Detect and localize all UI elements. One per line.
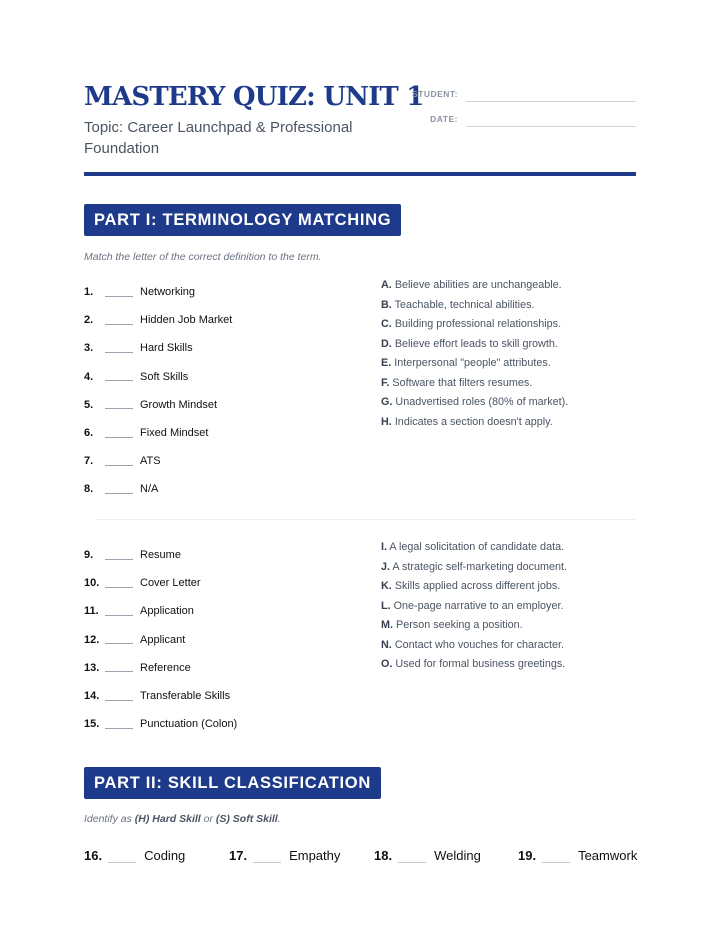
answer-blank[interactable] — [105, 635, 133, 644]
answer-blank[interactable] — [398, 848, 426, 863]
term-number: 15. — [84, 718, 100, 731]
instr-or: or — [200, 813, 216, 825]
definition-letter: E. — [381, 357, 392, 369]
definition-text: A legal solicitation of candidate data. — [389, 541, 565, 553]
definition-letter: I. — [381, 541, 387, 553]
definition-item — [381, 396, 641, 416]
term-row — [84, 597, 364, 625]
term-row — [84, 475, 364, 503]
term-label: Fixed Mindset — [140, 427, 209, 440]
answer-blank[interactable] — [105, 607, 133, 616]
term-number: 3. — [84, 342, 94, 355]
definition-item — [381, 619, 641, 639]
definition-letter: K. — [381, 580, 392, 592]
term-list-group2 — [84, 541, 364, 738]
answer-blank[interactable] — [105, 485, 133, 494]
instr-prefix: Identify as — [84, 813, 135, 825]
term-number: 10. — [84, 577, 100, 590]
part2-heading: PART II: SKILL CLASSIFICATION — [84, 767, 381, 799]
definition-text: Skills applied across different jobs. — [394, 580, 561, 592]
term-number: 14. — [84, 690, 100, 703]
definition-list-group2 — [381, 541, 641, 678]
part2-instructions — [84, 813, 281, 825]
term-number: 13. — [84, 661, 100, 674]
definition-item — [381, 416, 641, 436]
definition-item — [381, 639, 641, 659]
group-divider — [96, 519, 636, 520]
definition-item — [381, 299, 641, 319]
classification-row — [84, 848, 644, 866]
term-number: 2. — [84, 314, 94, 327]
term-row — [84, 569, 364, 597]
term-number: 12. — [84, 633, 100, 646]
term-label: N/A — [140, 483, 159, 496]
definition-letter: H. — [381, 415, 392, 428]
definition-text: Interpersonal "people" attributes. — [394, 357, 551, 369]
answer-blank[interactable] — [105, 429, 133, 438]
classification-item — [84, 848, 185, 863]
definition-text: Believe effort leads to skill growth. — [394, 337, 558, 350]
definition-item — [381, 580, 641, 600]
item-label: Empathy — [289, 848, 341, 863]
answer-blank[interactable] — [105, 720, 133, 729]
term-row — [84, 710, 364, 738]
term-label: Application — [140, 605, 194, 618]
classification-item — [374, 848, 481, 863]
definition-letter: F. — [381, 376, 390, 389]
answer-blank[interactable] — [105, 663, 133, 672]
answer-blank[interactable] — [108, 848, 136, 863]
term-row — [84, 278, 364, 306]
definition-letter: J. — [381, 560, 391, 573]
term-row — [84, 447, 364, 475]
header-rule — [84, 172, 636, 176]
term-label: Hidden Job Market — [140, 314, 233, 327]
item-label: Coding — [144, 848, 186, 863]
definition-list-group1 — [381, 279, 641, 435]
instr-suffix: . — [277, 813, 281, 825]
answer-blank[interactable] — [105, 579, 133, 588]
item-number: 17. — [229, 848, 248, 863]
answer-blank[interactable] — [105, 400, 133, 409]
definition-item — [381, 357, 641, 377]
answer-blank[interactable] — [105, 372, 133, 381]
term-number: 6. — [84, 427, 94, 440]
term-row — [84, 682, 364, 710]
definition-letter: O. — [381, 658, 393, 670]
date-line[interactable] — [466, 126, 636, 127]
part1-heading: PART I: TERMINOLOGY MATCHING — [84, 204, 401, 236]
definition-item — [381, 600, 641, 620]
term-number: 7. — [84, 455, 94, 468]
definition-item — [381, 279, 641, 299]
term-row — [84, 334, 364, 362]
term-row — [84, 306, 364, 334]
term-number: 1. — [84, 286, 94, 299]
term-label: Punctuation (Colon) — [140, 718, 238, 731]
definition-item — [381, 658, 641, 678]
definition-letter: M. — [381, 619, 393, 631]
answer-blank[interactable] — [542, 848, 570, 863]
definition-text: Indicates a section doesn't apply. — [394, 415, 553, 428]
term-label: ATS — [140, 455, 161, 468]
term-number: 9. — [84, 549, 94, 562]
term-label: Resume — [140, 549, 181, 562]
definition-item — [381, 318, 641, 338]
term-label: Transferable Skills — [140, 690, 231, 703]
definition-text: Software that filters resumes. — [392, 376, 533, 389]
definition-text: A strategic self-marketing document. — [392, 560, 568, 573]
term-row — [84, 626, 364, 654]
term-label: Networking — [140, 286, 196, 299]
definition-text: Believe abilities are unchangeable. — [394, 279, 562, 291]
definition-text: Used for formal business greetings. — [395, 658, 566, 670]
term-list-group1 — [84, 278, 364, 504]
student-name-line[interactable] — [466, 101, 636, 102]
definition-letter: G. — [381, 396, 393, 408]
definition-letter: D. — [381, 337, 392, 350]
definition-text: Teachable, technical abilities. — [394, 298, 535, 311]
term-label: Applicant — [140, 633, 186, 646]
part1-instructions: Match the letter of the correct definition to the term. — [84, 251, 322, 263]
answer-blank[interactable] — [105, 457, 133, 466]
term-number: 5. — [84, 398, 94, 411]
item-number: 16. — [84, 848, 103, 863]
term-number: 11. — [84, 605, 99, 618]
item-label: Teamwork — [578, 848, 638, 863]
answer-blank[interactable] — [253, 848, 281, 863]
term-label: Reference — [140, 661, 191, 674]
definition-letter: L. — [381, 599, 391, 612]
term-row — [84, 654, 364, 682]
quiz-title: MASTERY QUIZ: UNIT 1 — [84, 82, 424, 112]
definition-text: Building professional relationships. — [394, 318, 562, 330]
term-row — [84, 391, 364, 419]
definition-text: Unadvertised roles (80% of market). — [395, 396, 569, 408]
definition-text: Contact who vouches for character. — [394, 638, 565, 651]
answer-blank[interactable] — [105, 551, 133, 560]
answer-blank[interactable] — [105, 316, 133, 325]
definition-item — [381, 561, 641, 581]
item-label: Welding — [434, 848, 481, 863]
term-label: Growth Mindset — [140, 398, 218, 411]
term-label: Cover Letter — [140, 577, 201, 590]
instr-soft-skill: (S) Soft Skill — [215, 813, 278, 825]
classification-item — [518, 848, 637, 863]
term-number: 8. — [84, 483, 94, 496]
definition-item — [381, 338, 641, 358]
item-number: 18. — [374, 848, 393, 863]
definition-item — [381, 541, 641, 561]
term-label: Soft Skills — [140, 370, 189, 383]
classification-item — [229, 848, 340, 863]
answer-blank[interactable] — [105, 288, 133, 297]
instr-hard-skill: (H) Hard Skill — [134, 813, 201, 825]
definition-letter: N. — [381, 638, 392, 651]
definition-text: Person seeking a position. — [396, 619, 523, 631]
item-number: 19. — [518, 848, 537, 863]
term-label: Hard Skills — [140, 342, 193, 355]
term-row — [84, 363, 364, 391]
answer-blank[interactable] — [105, 692, 133, 701]
quiz-subtitle: Topic: Career Launchpad & Professional Foundation — [84, 119, 353, 157]
answer-blank[interactable] — [105, 344, 133, 353]
definition-letter: C. — [381, 318, 392, 330]
student-label: STUDENT: — [411, 89, 458, 99]
definition-letter: B. — [381, 298, 392, 311]
term-row — [84, 541, 364, 569]
definition-item — [381, 377, 641, 397]
term-number: 4. — [84, 370, 94, 383]
term-row — [84, 419, 364, 447]
definition-letter: A. — [381, 279, 392, 291]
definition-text: One-page narrative to an employer. — [393, 599, 564, 612]
date-label: DATE: — [430, 114, 458, 124]
